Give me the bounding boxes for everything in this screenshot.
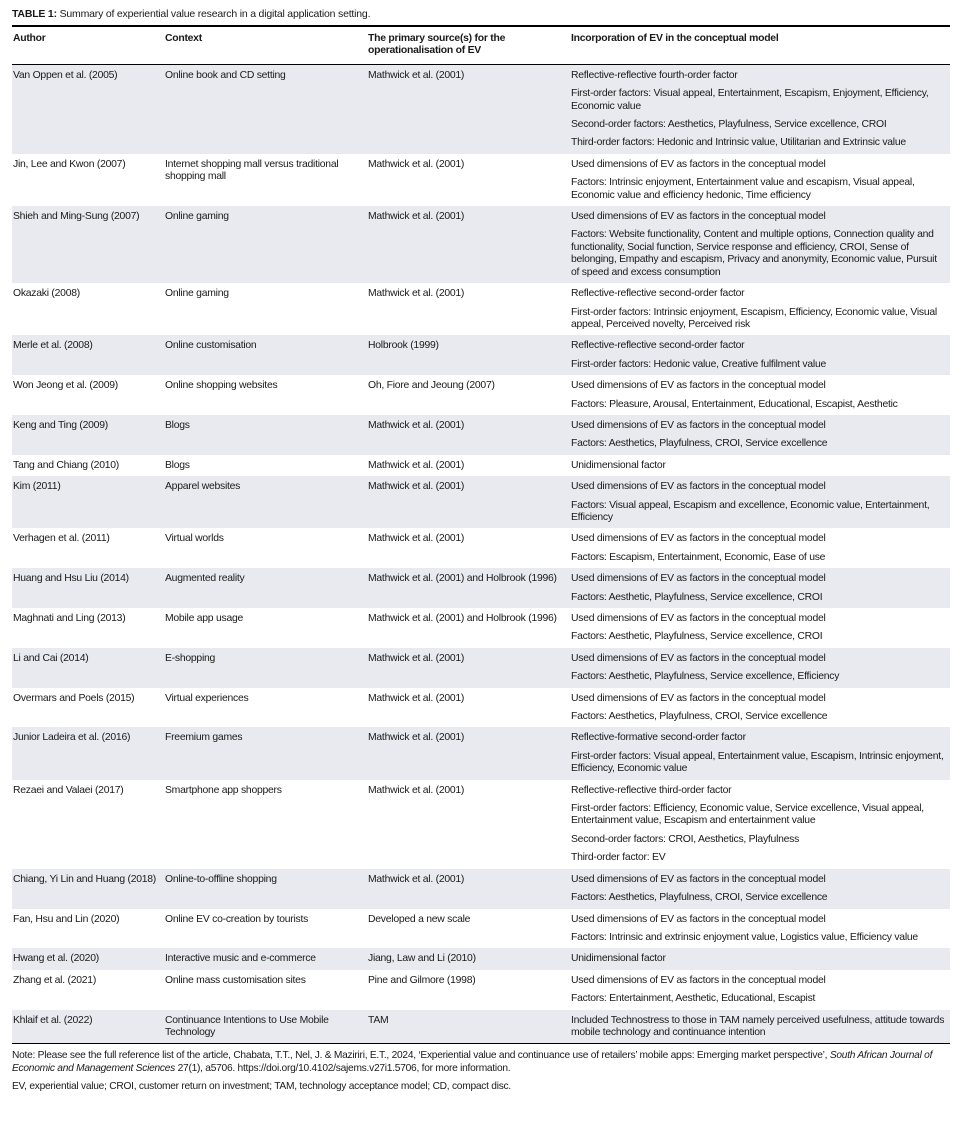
table-row — [12, 970, 950, 1010]
model-line: Unidimensional factor — [571, 459, 666, 471]
model-line: Factors: Aesthetic, Playfulness, Service excellence, CROI — [571, 631, 823, 643]
model-line: Unidimensional factor — [571, 953, 666, 965]
cell-model — [570, 335, 950, 375]
caption-label: TABLE 1: — [12, 8, 57, 20]
cell-source: Mathwick et al. (2001) — [367, 869, 570, 909]
note-suffix: 27(1), a5706. https://doi.org/10.4102/sajems.v27i1.5706, for more information. — [175, 1062, 511, 1074]
cell-source: Mathwick et al. (2001) and Holbrook (1996) — [368, 613, 557, 624]
model-line: First-order factors: Efficiency, Economic value, Service excellence, Visual appeal, Entertainment value, Escapism and entertainment value — [571, 803, 924, 827]
cell-context: Continuance Intentions to Use Mobile Technology — [164, 1010, 367, 1044]
reference-note — [12, 1050, 950, 1075]
cell-author: Chiang, Yi Lin and Huang (2018) — [12, 869, 164, 909]
model-line: Third-order factor: EV — [571, 852, 666, 864]
cell-model — [570, 780, 950, 869]
cell-source: Mathwick et al. (2001) — [367, 415, 570, 455]
table-row — [12, 415, 950, 455]
model-line: Second-order factors: Aesthetics, Playfulness, Service excellence, CROI — [571, 119, 887, 131]
table-row — [12, 688, 950, 728]
cell-model — [570, 283, 950, 335]
table-row — [12, 869, 950, 909]
model-line: Used dimensions of EV as factors in the conceptual model — [571, 419, 826, 431]
model-line: Factors: Website functionality, Content and multiple options, Connection quality and functionality, Social function, Service response and efficiency, CROI, Sense of belonging, Empathy and escapism, Privacy and anonymity, Economic value, Pursuit of speed and excess consumption — [571, 229, 937, 278]
model-line: Factors: Aesthetics, Playfulness, CROI, Service excellence — [571, 711, 828, 723]
table-row — [12, 909, 950, 949]
cell-context: E-shopping — [164, 648, 367, 688]
cell-source: Mathwick et al. (2001) — [368, 288, 465, 300]
table-row — [12, 64, 950, 154]
table-note — [12, 1050, 950, 1093]
cell-context: Freemium games — [164, 727, 367, 779]
cell-model — [570, 1010, 950, 1044]
model-line: Included Technostress to those in TAM namely perceived usefulness, attitude towards mobile technology and continuance intention — [571, 1014, 945, 1038]
table-row — [12, 727, 950, 779]
cell-context: Smartphone app shoppers — [165, 784, 282, 796]
model-line: Used dimensions of EV as factors in the conceptual model — [571, 533, 826, 545]
table-row — [12, 528, 950, 568]
model-line: Used dimensions of EV as factors in the conceptual model — [571, 481, 826, 493]
model-line: Reflective-reflective second-order factor — [571, 288, 745, 300]
table-row — [12, 608, 950, 648]
cell-model — [570, 909, 950, 949]
cell-context: Online gaming — [165, 288, 229, 300]
cell-model — [570, 869, 950, 909]
model-line: Factors: Intrinsic and extrinsic enjoyment value, Logistics value, Efficiency value — [571, 931, 918, 943]
cell-author: Van Oppen et al. (2005) — [12, 64, 164, 154]
caption-text: Summary of experiential value research in a digital application setting. — [56, 8, 371, 20]
cell-author: Verhagen et al. (2011) — [13, 533, 110, 545]
note-prefix: Note: Please see the full reference list of the article, Chabata, T.T., Nel, J. & Maziriri, E.T., 2024, ‘Experiential value and continuance use of retailers’ mobile apps: Emerging market perspective’, — [12, 1050, 830, 1062]
cell-model — [570, 648, 950, 688]
cell-source: Oh, Fiore and Jeoung (2007) — [368, 380, 495, 392]
cell-source: Holbrook (1999) — [367, 335, 570, 375]
cell-source: Mathwick et al. (2001) — [368, 533, 465, 545]
table-row — [12, 206, 950, 283]
table-row — [12, 455, 950, 476]
cell-author: Fan, Hsu and Lin (2020) — [13, 913, 120, 925]
cell-context: Online customisation — [164, 335, 367, 375]
cell-model — [570, 568, 950, 608]
table-row — [12, 375, 950, 415]
model-line: Factors: Intrinsic enjoyment, Entertainment value and escapism, Visual appeal, Economic value and efficiency hedonic, Time efficiency — [571, 177, 915, 201]
model-line: Used dimensions of EV as factors in the conceptual model — [571, 613, 826, 624]
table-row — [12, 1010, 950, 1044]
cell-context: Mobile app usage — [165, 613, 244, 624]
cell-context: Internet shopping mall versus traditional shopping mall — [165, 158, 339, 183]
cell-source: Mathwick et al. (2001) — [368, 692, 465, 704]
cell-model — [570, 688, 950, 728]
cell-author: Li and Cai (2014) — [12, 648, 164, 688]
model-line: Used dimensions of EV as factors in the conceptual model — [571, 913, 826, 925]
cell-author: Rezaei and Valaei (2017) — [13, 784, 124, 796]
model-line: Factors: Aesthetics, Playfulness, CROI, Service excellence — [571, 892, 828, 904]
model-line: Factors: Aesthetic, Playfulness, Service excellence, Efficiency — [571, 671, 840, 683]
cell-author: Kim (2011) — [12, 476, 164, 528]
cell-source: Mathwick et al. (2001) — [367, 206, 570, 283]
cell-author: Khlaif et al. (2022) — [12, 1010, 164, 1044]
cell-context: Online EV co-creation by tourists — [165, 913, 309, 925]
note-journal: South African Journal of Economic and Management Sciences — [12, 1050, 933, 1074]
cell-model — [570, 948, 950, 969]
summary-table — [12, 25, 950, 1044]
cell-model — [570, 727, 950, 779]
abbreviations-note: EV, experiential value; CROI, customer return on investment; TAM, technology acceptance model; CD, compact disc. — [12, 1081, 511, 1093]
cell-context: Online gaming — [164, 206, 367, 283]
cell-source: Mathwick et al. (2001) — [368, 158, 465, 170]
cell-model — [570, 608, 950, 648]
model-line: Factors: Aesthetic, Playfulness, Service excellence, CROI — [571, 591, 823, 603]
model-line: Second-order factors: CROI, Aesthetics, Playfulness — [571, 833, 800, 845]
cell-context: Online mass customisation sites — [165, 974, 306, 986]
cell-model — [570, 528, 950, 568]
model-line: Reflective-reflective fourth-order factor — [571, 69, 738, 81]
model-line: Reflective-reflective third-order factor — [571, 784, 732, 796]
table-row — [12, 335, 950, 375]
cell-model — [570, 476, 950, 528]
model-line: Used dimensions of EV as factors in the conceptual model — [571, 974, 826, 986]
cell-author: Hwang et al. (2020) — [12, 948, 164, 969]
model-line: Used dimensions of EV as factors in the conceptual model — [571, 573, 826, 585]
cell-source: Jiang, Law and Li (2010) — [367, 948, 570, 969]
cell-author: Junior Ladeira et al. (2016) — [12, 727, 164, 779]
cell-author: Jin, Lee and Kwon (2007) — [13, 158, 126, 170]
table-row — [12, 648, 950, 688]
cell-author: Shieh and Ming-Sung (2007) — [12, 206, 164, 283]
cell-context: Online shopping websites — [165, 380, 278, 392]
cell-model — [570, 970, 950, 1010]
cell-source: Pine and Gilmore (1998) — [368, 974, 476, 986]
table-row — [12, 154, 950, 206]
cell-model — [570, 206, 950, 283]
cell-context: Interactive music and e-commerce — [164, 948, 367, 969]
model-line: Third-order factors: Hedonic and Intrinsic value, Utilitarian and Extrinsic value — [571, 137, 906, 149]
header-row — [12, 26, 950, 64]
model-line: Used dimensions of EV as factors in the conceptual model — [571, 380, 826, 392]
cell-context: Apparel websites — [164, 476, 367, 528]
header-author: Author — [12, 26, 164, 64]
cell-source: Mathwick et al. (2001) — [367, 727, 570, 779]
model-line: Reflective-reflective second-order factor — [571, 340, 745, 352]
cell-model — [570, 455, 950, 476]
header-model: Incorporation of EV in the conceptual model — [570, 26, 950, 64]
cell-source: Developed a new scale — [368, 913, 471, 925]
cell-source: Mathwick et al. (2001) — [368, 784, 465, 796]
cell-context: Virtual experiences — [165, 692, 249, 704]
cell-source: Mathwick et al. (2001) — [367, 64, 570, 154]
model-line: Factors: Entertainment, Aesthetic, Educational, Escapist — [571, 993, 816, 1005]
model-line: Used dimensions of EV as factors in the conceptual model — [571, 652, 826, 664]
model-line: Factors: Visual appeal, Escapism and excellence, Economic value, Entertainment, Efficiency — [571, 499, 930, 523]
table-body — [12, 64, 950, 1044]
model-line: Used dimensions of EV as factors in the conceptual model — [571, 211, 826, 223]
cell-context: Virtual worlds — [165, 533, 224, 545]
cell-author: Overmars and Poels (2015) — [13, 692, 135, 704]
cell-author: Maghnati and Ling (2013) — [13, 613, 126, 624]
cell-source: TAM — [367, 1010, 570, 1044]
table-row — [12, 780, 950, 869]
table-container — [12, 8, 950, 1100]
cell-context: Augmented reality — [164, 568, 367, 608]
cell-model — [570, 415, 950, 455]
model-line: Factors: Aesthetics, Playfulness, CROI, Service excellence — [571, 438, 828, 450]
table-row — [12, 948, 950, 969]
model-line: Reflective-formative second-order factor — [571, 732, 746, 744]
cell-author: Won Jeong et al. (2009) — [13, 380, 118, 392]
header-context: Context — [164, 26, 367, 64]
model-line: Used dimensions of EV as factors in the conceptual model — [571, 873, 826, 885]
cell-author: Huang and Hsu Liu (2014) — [12, 568, 164, 608]
table-caption — [12, 8, 950, 20]
cell-author: Tang and Chiang (2010) — [13, 459, 119, 471]
cell-author: Okazaki (2008) — [13, 288, 80, 300]
model-line: First-order factors: Visual appeal, Entertainment value, Escapism, Intrinsic enjoyment, Efficiency, Economic value — [571, 750, 944, 775]
cell-author: Keng and Ting (2009) — [12, 415, 164, 455]
model-line: Factors: Pleasure, Arousal, Entertainment, Educational, Escapist, Aesthetic — [571, 398, 898, 410]
model-line: First-order factors: Visual appeal, Entertainment, Escapism, Enjoyment, Efficiency, Economic value — [571, 88, 929, 112]
header-source: The primary source(s) for the operationalisation of EV — [367, 26, 570, 64]
cell-source: Mathwick et al. (2001) — [367, 648, 570, 688]
cell-context: Online-to-offline shopping — [164, 869, 367, 909]
cell-model — [570, 64, 950, 154]
cell-context: Blogs — [165, 459, 190, 471]
model-line: Used dimensions of EV as factors in the conceptual model — [571, 158, 826, 170]
model-line: Factors: Escapism, Entertainment, Economic, Ease of use — [571, 551, 826, 563]
model-line: Used dimensions of EV as factors in the conceptual model — [571, 692, 826, 704]
cell-model — [570, 154, 950, 206]
model-line: First-order factors: Intrinsic enjoyment, Escapism, Efficiency, Economic value, Visual appeal, Perceived novelty, Perceived risk — [571, 306, 937, 330]
cell-author: Merle et al. (2008) — [12, 335, 164, 375]
cell-source: Mathwick et al. (2001) — [368, 459, 465, 471]
cell-model — [570, 375, 950, 415]
model-line: First-order factors: Hedonic value, Creative fulfilment value — [571, 358, 827, 370]
cell-author: Zhang et al. (2021) — [13, 974, 97, 986]
table-row — [12, 568, 950, 608]
table-row — [12, 476, 950, 528]
cell-source: Mathwick et al. (2001) — [367, 476, 570, 528]
cell-context: Blogs — [164, 415, 367, 455]
cell-source: Mathwick et al. (2001) and Holbrook (1996) — [367, 568, 570, 608]
table-row — [12, 283, 950, 335]
cell-context: Online book and CD setting — [164, 64, 367, 154]
